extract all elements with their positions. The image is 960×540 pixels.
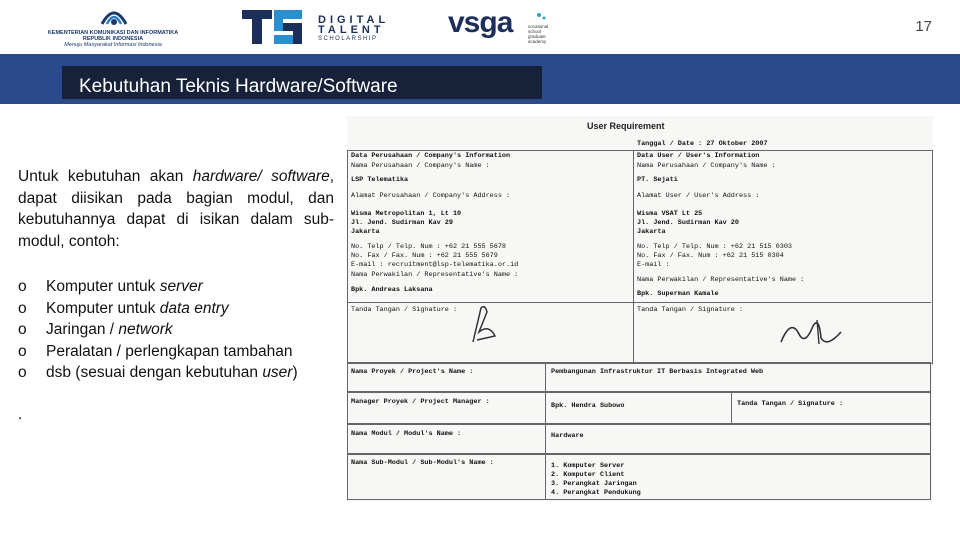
bullet-mark: o — [18, 278, 27, 295]
manager-sig-divider — [731, 392, 732, 424]
list-item-text: dsb (sesuai dengan kebutuhan — [46, 364, 263, 381]
left-addr-label: Alamat Perusahaan / Company's Address : — [351, 192, 511, 200]
right-email: E-mail : — [637, 261, 670, 269]
right-addr3: Jakarta — [637, 228, 666, 236]
dts-mark-icon — [240, 8, 310, 48]
form-rule — [347, 302, 931, 303]
list-item-text: Peralatan / perlengkapan tambahan — [46, 342, 293, 360]
list-item-italic: network — [118, 321, 173, 338]
left-section-title: Data Perusahaan / Company's Information — [351, 152, 511, 160]
bullet-mark: o — [18, 364, 27, 381]
list-item — [18, 319, 348, 341]
intro-paragraph — [18, 166, 334, 252]
list-item — [18, 341, 348, 363]
submodule-item: 1. Komputer Server — [551, 462, 625, 470]
list-item-italic: server — [159, 278, 203, 295]
module-label: Nama Modul / Modul's Name : — [351, 430, 462, 438]
dts-line3: SCHOLARSHIP — [318, 36, 378, 42]
project-value: Pembangunan Infrastruktur IT Berbasis Integrated Web — [551, 368, 764, 376]
left-rep-label: Nama Perwakilan / Representative's Name : — [351, 271, 519, 279]
vsga-tagline: vocational school graduate academy — [528, 24, 549, 44]
trailing-dot: . — [18, 406, 23, 423]
bullet-mark: o — [18, 299, 27, 317]
dts-line2: TALENT — [318, 24, 385, 36]
project-divider — [545, 362, 546, 392]
list-item-suffix: ) — [292, 364, 298, 381]
left-name-label: Nama Perusahaan / Company's Name : — [351, 162, 490, 170]
manager-value: Bpk. Hendra Subowo — [551, 402, 625, 410]
intro-part2: hardware/ software — [192, 168, 330, 185]
right-name-value: PT. Sejati — [637, 176, 678, 184]
vsga-wordmark: vsga — [448, 6, 513, 39]
list-item-italic: data entry — [159, 299, 229, 317]
intro-part1: Untuk kebutuhan akan — [18, 168, 193, 185]
example-list — [18, 276, 348, 384]
submodule-label: Nama Sub-Modul / Sub-Modul's Name : — [351, 459, 494, 467]
intro-part3: , dapat diisikan pada bagian modul, dan kebutuhannya dapat di isikan dalam sub-modul, contoh: — [18, 168, 335, 250]
right-fax: No. Fax / Fax. Num : +62 21 515 0304 — [637, 252, 784, 260]
module-row — [347, 424, 931, 454]
submodule-item: 4. Perangkat Pendukung — [551, 489, 641, 497]
right-addr1: Wisma VSAT Lt 25 — [637, 210, 703, 218]
form-date: Tanggal / Date : 27 Oktober 2007 — [637, 140, 768, 148]
module-divider — [545, 424, 546, 454]
left-name-value: LSP Telematika — [351, 176, 409, 184]
module-value: Hardware — [551, 432, 584, 440]
bullet-mark: o — [18, 342, 27, 360]
title-bar — [0, 54, 960, 104]
list-item-text: Komputer untuk — [46, 278, 160, 295]
project-row — [347, 362, 931, 392]
left-sig-label: Tanda Tangan / Signature : — [351, 306, 458, 314]
manager-row — [347, 392, 931, 424]
left-rep-value: Bpk. Andreas Laksana — [351, 286, 433, 294]
user-requirement-form — [347, 116, 933, 502]
kominfo-line2: REPUBLIK INDONESIA — [82, 36, 144, 42]
list-item-text: Jaringan / — [46, 321, 119, 338]
slide-title: Kebutuhan Teknis Hardware/Software — [62, 66, 542, 99]
left-addr2: Jl. Jend. Sudirman Kav 29 — [351, 219, 453, 227]
kominfo-logo — [38, 6, 188, 50]
right-signature-icon — [777, 312, 847, 356]
kominfo-line3: Menuju Masyarakat Informasi Indonesia — [64, 42, 162, 48]
submodule-divider — [545, 454, 546, 500]
submodule-item: 3. Perangkat Jaringan — [551, 480, 637, 488]
list-item — [18, 298, 348, 320]
right-addr-label: Alamat User / User's Address : — [637, 192, 760, 200]
right-tel: No. Telp / Telp. Num : +62 21 515 0303 — [637, 243, 792, 251]
manager-label: Manager Proyek / Project Manager : — [351, 398, 490, 406]
list-item — [18, 362, 348, 384]
vsga-dots-icon — [536, 12, 546, 22]
dts-line1: DIGITAL — [318, 14, 390, 26]
bullet-mark: o — [18, 321, 27, 338]
right-section-title: Data User / User's Information — [637, 152, 760, 160]
page-number: 17 — [915, 18, 932, 35]
form-heading: User Requirement — [587, 121, 665, 131]
left-addr1: Wisma Metropolitan 1, Lt 10 — [351, 210, 462, 218]
project-label: Nama Proyek / Project's Name : — [351, 368, 474, 376]
vsga-logo — [448, 8, 558, 50]
left-email: E-mail : recruitment@lsp-telematika.or.id — [351, 261, 519, 269]
submodule-item: 2. Komputer Client — [551, 471, 625, 479]
left-tel: No. Telp / Telp. Num : +62 21 555 5678 — [351, 243, 506, 251]
form-divider — [633, 150, 634, 362]
kominfo-emblem-icon — [98, 6, 130, 28]
right-rep-value: Bpk. Superman Kamale — [637, 290, 719, 298]
right-name-label: Nama Perusahaan / Company's Name : — [637, 162, 776, 170]
left-signature-icon — [467, 302, 503, 346]
dts-logo — [240, 6, 410, 50]
left-fax: No. Fax / Fax. Num : +62 21 555 5679 — [351, 252, 498, 260]
manager-sig-label: Tanda Tangan / Signature : — [737, 400, 844, 408]
list-item-italic: user — [262, 364, 293, 381]
right-addr2: Jl. Jend. Sudirman Kav 20 — [637, 219, 739, 227]
right-rep-label: Nama Perwakilan / Representative's Name : — [637, 276, 805, 284]
manager-divider — [545, 392, 546, 424]
list-item — [18, 276, 348, 298]
right-sig-label: Tanda Tangan / Signature : — [637, 306, 744, 314]
left-addr3: Jakarta — [351, 228, 380, 236]
list-item-text: Komputer untuk — [46, 299, 160, 317]
kominfo-line1: KEMENTERIAN KOMUNIKASI DAN INFORMATIKA — [47, 30, 179, 36]
